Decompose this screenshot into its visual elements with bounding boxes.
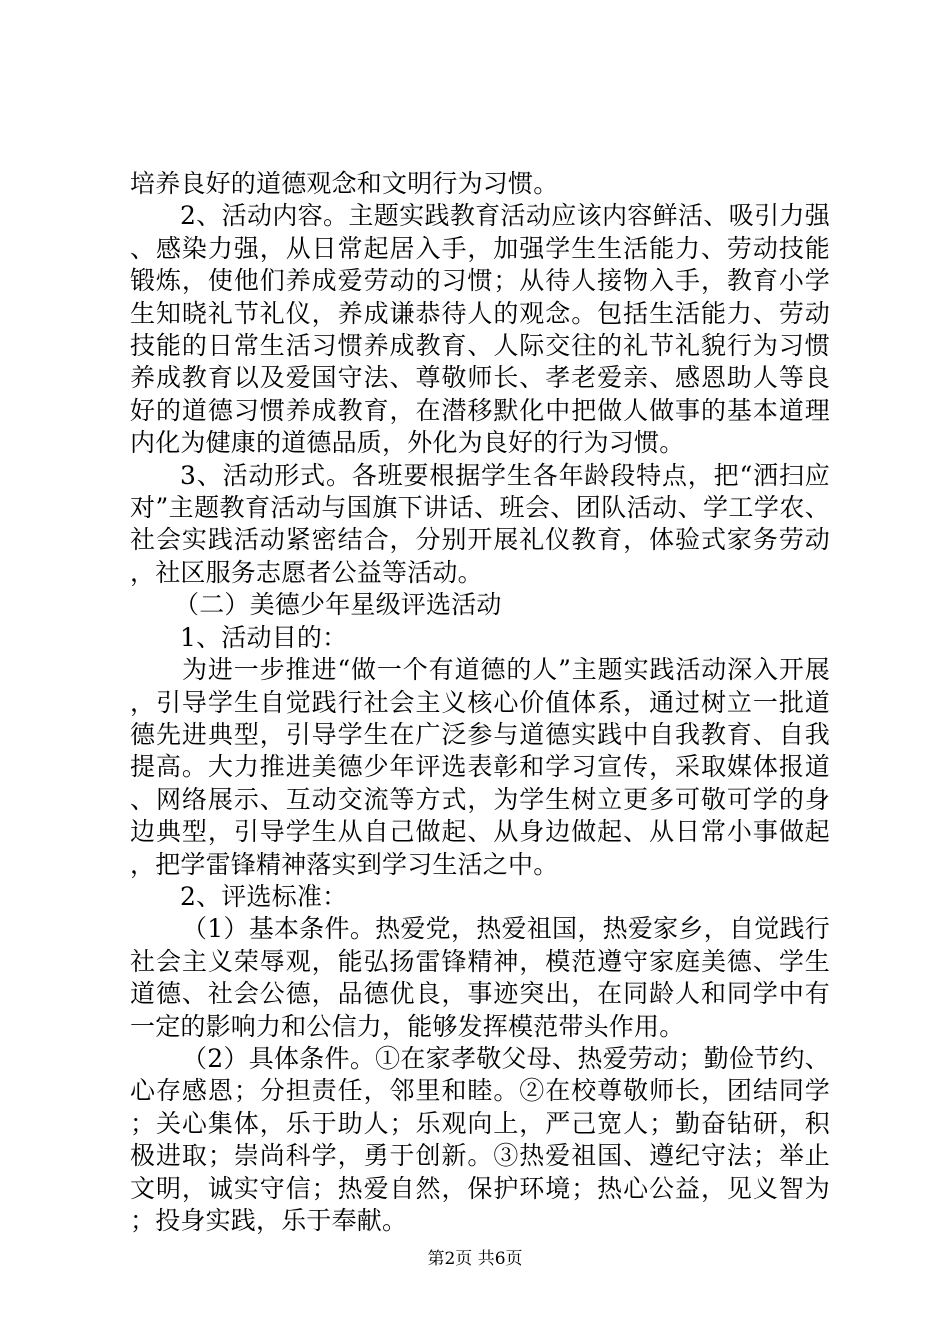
subheading-activity-purpose: 1、活动目的： [180,622,348,652]
section-heading-virtue-youth: （二）美德少年星级评选活动 [174,590,502,620]
paragraph-activity-purpose: 为进一步推进“做一个有道德的人”主题实践活动深入开展，引导学生自觉践行社会主义核心价值体系，通过树立一批道德先进典型，引导学生在广泛参与道德实践中自我教育、自我提高。大力推进美德少年评选表彰和学习宣传，采取媒体报道、网络展示、互动交流等方式，为学生树立更多可敬可学的身边典型，引导学生从自己做起、从身边做起、从日常小事做起，把学雷锋精神落实到学习生活之中。 [130,655,830,879]
subheading-selection-criteria: 2、评选标准： [180,881,348,911]
paragraph-habits-ending: 培养良好的道德观念和文明行为习惯。 [130,169,559,198]
paragraph-specific-conditions: （2）具体条件。①在家孝敬父母、热爱劳动；勤俭节约、心存感恩；分担责任，邻里和睦。②在校尊敬师长，团结同学；关心集体，乐于助人；乐观向上，严己宽人；勤奋钻研，积极进取；崇尚科学，勇于创新。③热爱祖国、遵纪守法；举止文明，诚实守信；热爱自然，保护环境；热心公益，见义智为；投身实践，乐于奉献。 [130,1043,830,1235]
paragraph-activity-form: 3、活动形式。各班要根据学生各年龄段特点，把“洒扫应对”主题教育活动与国旗下讲话、班会、团队活动、学工学农、社会实践活动紧密结合，分别开展礼仪教育，体验式家务劳动，社区服务志愿者公益等活动。 [130,460,830,587]
page-number-footer: 第2页 共6页 [427,1249,523,1269]
document-body [130,168,830,1237]
paragraph-basic-conditions: （1）基本条件。热爱党，热爱祖国，热爱家乡，自觉践行社会主义荣辱观，能弘扬雷锋精神，模范遵守家庭美德、学生道德、社会公德，品德优良，事迹突出，在同龄人和同学中有一定的影响力和公信力，能够发挥模范带头作用。 [130,914,830,1041]
paragraph-activity-content: 2、活动内容。主题实践教育活动应该内容鲜活、吸引力强、感染力强，从日常起居入手，加强学生生活能力、劳动技能锻炼，使他们养成爱劳动的习惯；从待人接物入手，教育小学生知晓礼节礼仪，养成谦恭待人的观念。包括生活能力、劳动技能的日常生活习惯养成教育、人际交往的礼节礼貌行为习惯养成教育以及爱国守法、尊敬师长、孝老爱亲、感恩助人等良好的道德习惯养成教育，在潜移默化中把做人做事的基本道理内化为健康的道德品质，外化为良好的行为习惯。 [130,201,830,458]
